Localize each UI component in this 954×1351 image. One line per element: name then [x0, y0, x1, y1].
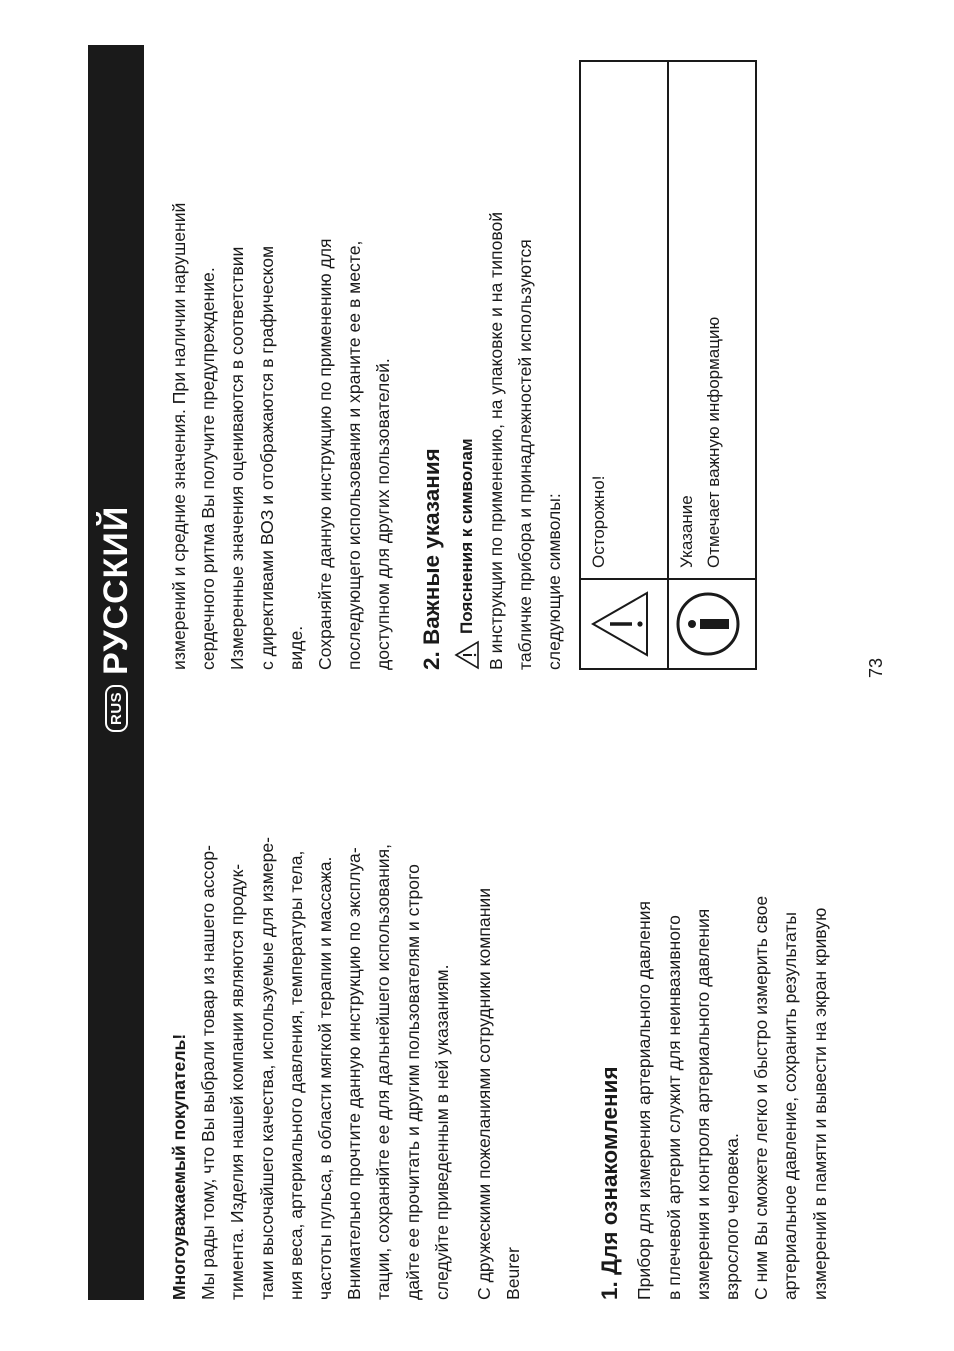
- continued-line: с директивами ВОЗ и отображаются в графическом: [256, 245, 277, 670]
- symbols-intro: [482, 45, 570, 670]
- symbols-subheading: [452, 45, 482, 670]
- continued-line: доступном для других пользователей.: [373, 358, 394, 670]
- symbol-description-cell: [668, 61, 756, 579]
- continued-line: Сохраняйте данную инструкцию по применению для: [315, 238, 336, 670]
- intro-line: Внимательно прочтите данную инструкцию по эксплуа-: [344, 847, 365, 1300]
- header-inner: [88, 506, 144, 732]
- intro-line: Мы рады тому, что Вы выбрали товар из нашего ассор-: [198, 844, 219, 1300]
- intro-paragraph: [194, 700, 457, 1300]
- section-1-line: в плечевой артерии служит для неинвазивного: [663, 915, 684, 1300]
- spacer: [399, 45, 412, 670]
- section-1-body: [630, 700, 834, 1300]
- table-row: [668, 61, 756, 669]
- info-circle-icon: [675, 591, 741, 657]
- continued-line: Измеренные значения оцениваются в соответствии: [227, 246, 248, 670]
- intro-line: тации, сохраняйте ее для дальнейшего использования,: [373, 843, 394, 1300]
- section-1-line: взрослого человека.: [722, 1133, 743, 1300]
- intro-line: частоты пульса, в области мягкой терапии и массажа.: [315, 856, 336, 1300]
- spacer: [528, 700, 590, 1300]
- intro-line: тимента. Изделия нашей компании являются продук-: [227, 863, 248, 1300]
- continued-paragraph: [165, 45, 399, 670]
- closing-line: С дружескими пожеланиями сотрудники компании: [474, 887, 495, 1300]
- left-column: [165, 700, 835, 1300]
- symbols-intro-line: В инструкции по применению, на упаковке и на типовой: [485, 211, 506, 670]
- continued-line: последующего использования и храните ее в месте,: [344, 240, 365, 670]
- symbols-table: [579, 60, 757, 670]
- symbol-description: Осторожно!: [589, 475, 609, 568]
- symbols-intro-line: следующие символы:: [544, 493, 565, 670]
- section-1-line: Прибор для измерения артериального давления: [634, 900, 655, 1300]
- intro-line: ния веса, артериального давления, температуры тела,: [285, 850, 306, 1300]
- language-badge: RUS: [105, 685, 128, 732]
- intro-line: дайте ее прочитать и другим пользователям и строго: [402, 864, 423, 1300]
- section-1-line: артериальное давление, сохранить результаты: [780, 911, 801, 1300]
- symbol-description: Указание: [677, 495, 697, 568]
- spacer: [457, 700, 470, 1300]
- page-number: 73: [866, 657, 886, 678]
- continued-line: измерений и средние значения. При наличии нарушений: [169, 202, 189, 670]
- symbols-intro-line: табличке прибора и принадлежностей используются: [514, 239, 535, 670]
- symbols-heading-text: Пояснения к символам: [456, 438, 476, 634]
- right-column: [165, 45, 757, 670]
- language-header-bar: [88, 45, 144, 1300]
- company-name: Beurer: [503, 1247, 524, 1300]
- section-2-title: 2. Важные указания: [418, 448, 444, 670]
- intro-line: следуйте приведенным в ней указаниям.: [431, 964, 452, 1300]
- section-1-title: 1. Для ознакомления: [597, 1066, 623, 1300]
- symbol-icon-cell: [668, 579, 756, 669]
- continued-line: виде.: [285, 625, 306, 670]
- warning-triangle-icon: [454, 640, 480, 670]
- section-1-line: измерений в памяти и вывести на экран кривую: [809, 907, 830, 1300]
- rotated-page: [0, 45, 954, 1300]
- section-1-line: измерения и контроля артериального давления: [692, 908, 713, 1300]
- symbol-description-cell: [580, 61, 668, 579]
- table-row: [580, 61, 668, 669]
- greeting: Многоуважаемый покупатель!: [169, 1033, 189, 1300]
- continued-line: сердечного ритма Вы получите предупреждение.: [198, 267, 219, 670]
- warning-triangle-icon: [590, 590, 650, 658]
- symbol-description: Отмечает важную информацию: [704, 316, 724, 568]
- section-1-line: С ним Вы сможете легко и быстро измерить свое: [751, 895, 772, 1300]
- symbol-icon-cell: [580, 579, 668, 669]
- intro-line: тами высочайшего качества, используемые для измере-: [256, 836, 277, 1300]
- header-title: РУССКИЙ: [96, 505, 135, 675]
